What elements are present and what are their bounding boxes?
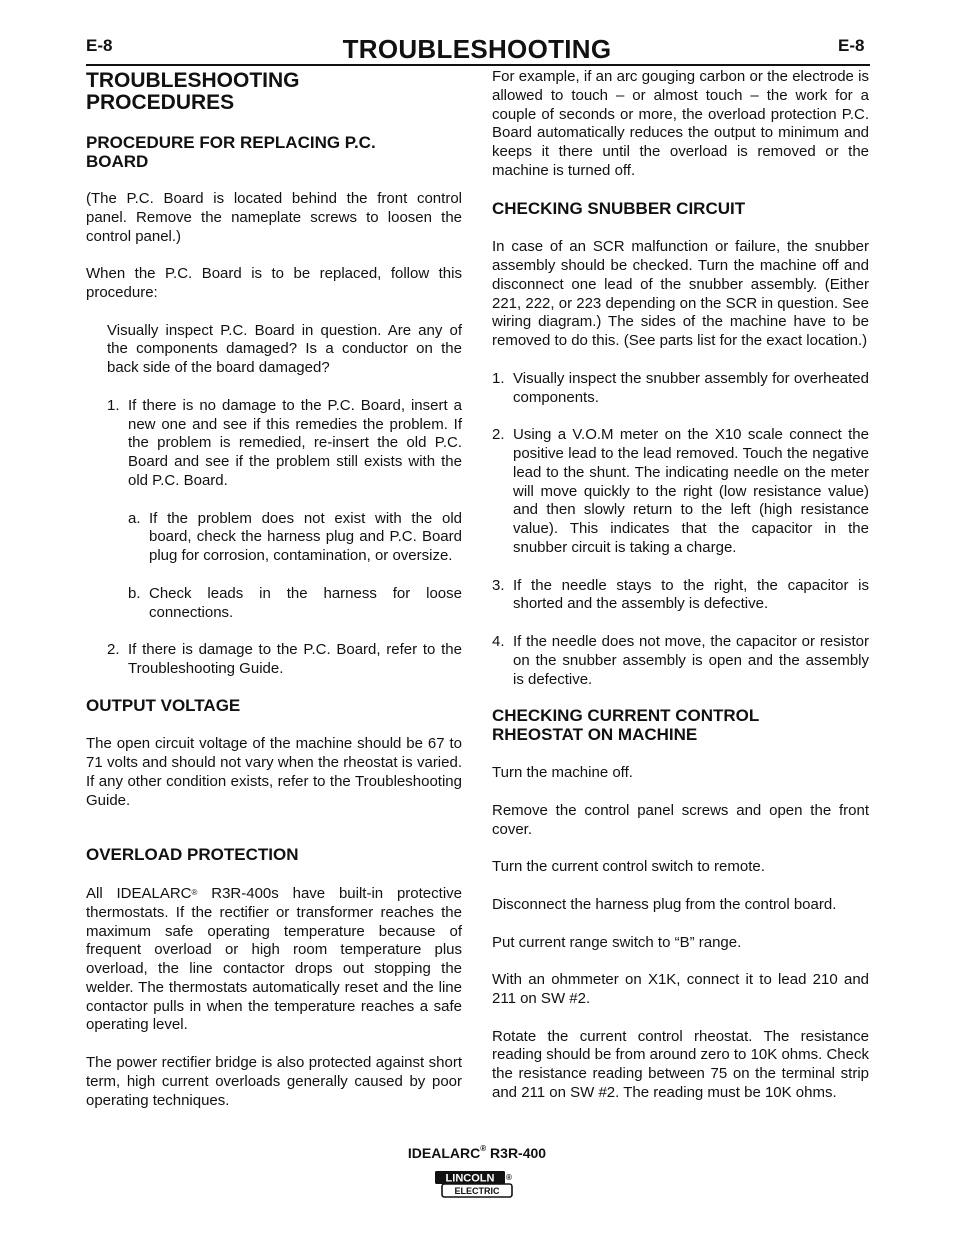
paragraph: In case of an SCR malfunction or failure, the snubber assembly should be checked. Turn the machine off and disconnect one lead of the snubber assembly. (Either 221, 222, or 223 depending on the SCR in question. See wiring diagram.) The sides of the machine have to be removed to do this. (See parts list for the exact location.) [492, 238, 869, 350]
list-number: 3. [492, 576, 505, 594]
paragraph: For example, if an arc gouging carbon or the electrode is allowed to touch – or almost touch – the work for a couple of seconds or more, the overload protection P.C. Board automatically reduces the output to minimum and keeps it there until the overload is removed or the machine is turned off. [492, 68, 869, 179]
page-code-left: E-8 [86, 36, 113, 55]
subsection-heading: OVERLOAD PROTECTION [86, 845, 299, 865]
logo-top-text: LINCOLN [445, 1172, 495, 1185]
paragraph: The open circuit voltage of the machine should be 67 to 71 volts and should not vary when the rheostat is varied. If any other condition exists, refer to the Troubleshooting Guide. [86, 735, 462, 809]
list-number: b. [128, 584, 141, 602]
list-text: If there is damage to the P.C. Board, refer to the Troubleshooting Guide. [128, 641, 462, 677]
left-column [86, 70, 462, 1110]
list-item [492, 577, 869, 615]
list-text: Using a V.O.M meter on the X10 scale connect the positive lead to the lead removed. Touch the negative lead to the shunt. The indicating needle on the meter will move quickly to the right (low resistance value) and then slowly return to the left (high resistance value). This indicates that the capacitor in the snubber circuit is taking a charge. [513, 426, 869, 557]
section-heading: TROUBLESHOOTING [86, 69, 300, 92]
list-number: 4. [492, 633, 505, 651]
list-item [492, 633, 869, 689]
paragraph: Disconnect the harness plug from the control board. [492, 895, 837, 913]
registered-mark: ® [480, 1144, 487, 1153]
list-text: If the needle does not move, the capacitor or resistor on the snubber assembly is open and the assembly is defective. [513, 633, 869, 688]
paragraph: (The P.C. Board is located behind the front control panel. Remove the nameplate screws to loosen the control panel.) [86, 190, 462, 245]
paragraph: All IDEALARC® R3R-400s have built-in protective thermostats. If the rectifier or transformer reaches the maximum safe operating temperature because of frequent overload or high room temperature plus overload, the line contactor drops out stopping the welder. The thermostats automatically reset and the line contactor pulls in when the temperature reaches a safe operating level. [86, 884, 462, 1034]
list-text: Check leads in the harness for loose connections. [149, 584, 462, 621]
list-item [86, 397, 462, 491]
subsection-heading: CHECKING SNUBBER CIRCUIT [492, 198, 746, 218]
footer-model: IDEALARC® R3R-400 [407, 1144, 547, 1161]
paragraph: Turn the machine off. [492, 764, 633, 782]
list-number: 2. [492, 426, 505, 444]
paragraph: Remove the control panel screws and open the front cover. [492, 802, 869, 838]
list-number: 1. [492, 369, 505, 387]
header-rule [86, 64, 870, 66]
subsection-heading: OUTPUT VOLTAGE [86, 695, 241, 715]
paragraph: With an ohmmeter on X1K, connect it to lead 210 and 211 on SW #2. [492, 971, 869, 1007]
page-title: TROUBLESHOOTING [342, 34, 612, 64]
registered-mark: ® [191, 887, 198, 897]
list-text: If the needle stays to the right, the capacitor is shorted and the assembly is defective. [513, 576, 869, 613]
logo-bottom-text: ELECTRIC [454, 1186, 500, 1196]
paragraph: Visually inspect P.C. Board in question. Are any of the components damaged? Is a conductor on the back side of the board damaged? [107, 321, 462, 377]
list-number: a. [128, 509, 141, 527]
list-number: 2. [107, 641, 120, 659]
list-number: 1. [107, 396, 120, 414]
subsection-heading: PROCEDURE FOR REPLACING P.C. [86, 133, 376, 152]
list-item [86, 510, 462, 566]
list-text: If the problem does not exist with the old board, check the harness plug and P.C. Board plug for corrosion, contamination, or oversize. [149, 509, 462, 565]
subsection-heading: CHECKING CURRENT CONTROL [492, 706, 760, 726]
page-code-right: E-8 [838, 36, 865, 55]
lincoln-electric-logo [434, 1170, 514, 1198]
paragraph: Rotate the current control rheostat. The resistance reading should be from around zero to 10K ohms. Check the resistance reading between 75 on the terminal strip and 211 on SW #2. The reading must be 10K ohms. [492, 1027, 869, 1101]
list-item [492, 426, 869, 558]
list-text: Visually inspect the snubber assembly for overheated components. [513, 369, 869, 406]
right-column [492, 68, 869, 1103]
paragraph: When the P.C. Board is to be replaced, follow this procedure: [86, 265, 462, 301]
paragraph: The power rectifier bridge is also protected against short term, high current overloads generally caused by poor operating techniques. [86, 1054, 462, 1109]
subsection-heading: RHEOSTAT ON MACHINE [492, 724, 698, 744]
list-item [86, 585, 462, 623]
list-text: If there is no damage to the P.C. Board, insert a new one and see if this remedies the problem. If the problem is remedied, re-insert the old P.C. Board and see if the problem still exists with the old P.C. Board. [128, 396, 462, 489]
section-heading: PROCEDURES [86, 91, 235, 114]
subsection-heading: BOARD [86, 151, 149, 171]
paragraph: Turn the current control switch to remote. [492, 858, 765, 876]
list-item [492, 370, 869, 408]
list-item [86, 641, 462, 679]
paragraph: Put current range switch to “B” range. [492, 933, 742, 951]
logo-registered-mark: ® [506, 1173, 512, 1182]
